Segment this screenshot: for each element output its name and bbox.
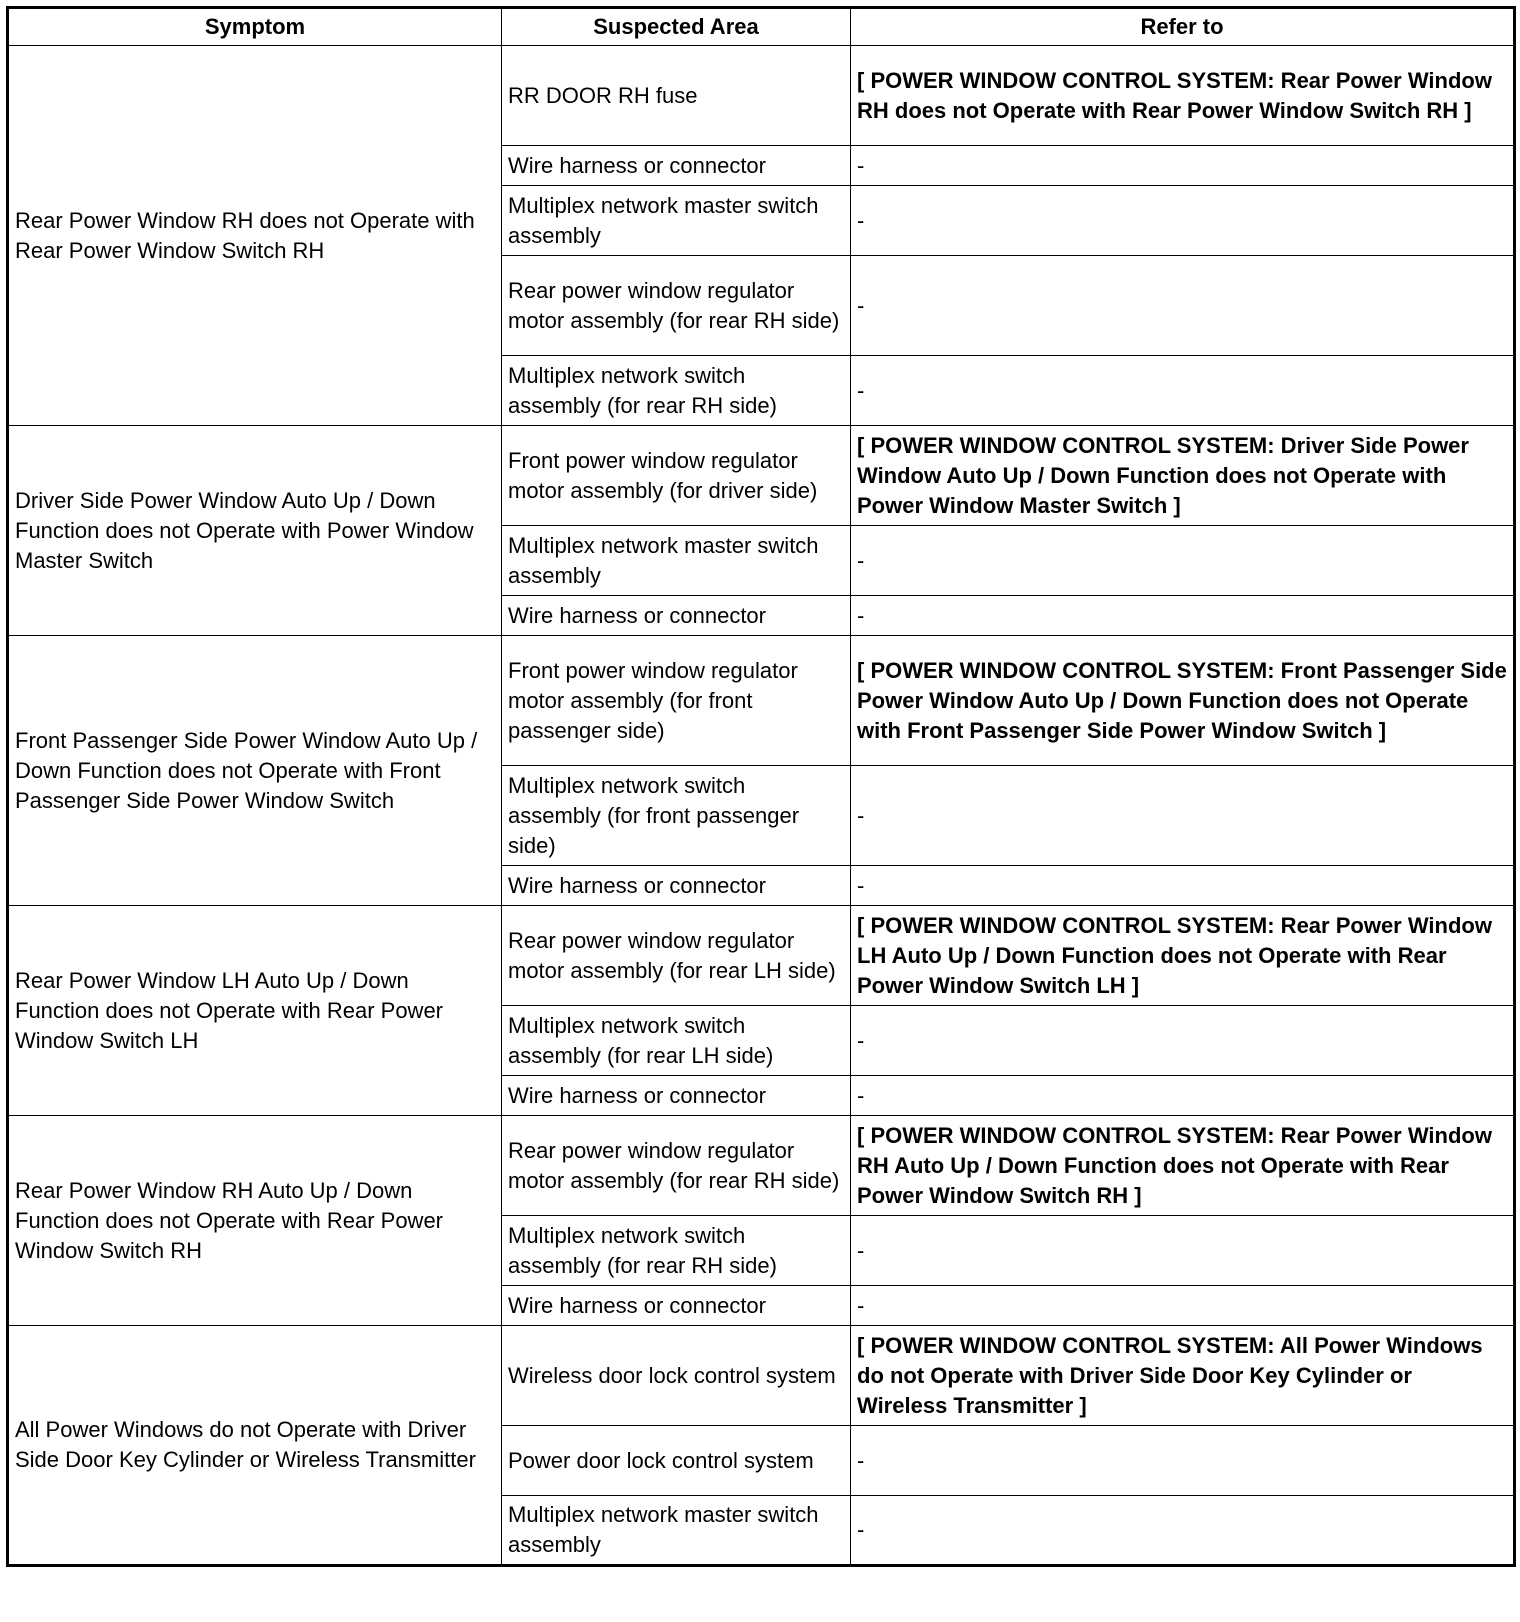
suspected-area-cell: Multiplex network master switch assembly <box>502 526 851 596</box>
suspected-area-cell: Front power window regulator motor assembly (for front passenger side) <box>502 636 851 766</box>
symptom-cell: Rear Power Window LH Auto Up / Down Function does not Operate with Rear Power Window Switch LH <box>8 906 502 1116</box>
suspected-area-cell: Multiplex network switch assembly (for rear LH side) <box>502 1006 851 1076</box>
suspected-area-cell: Wire harness or connector <box>502 596 851 636</box>
refer-cell: - <box>851 146 1515 186</box>
suspected-area-cell: Multiplex network master switch assembly <box>502 1496 851 1566</box>
symptom-cell: Driver Side Power Window Auto Up / Down Function does not Operate with Power Window Master Switch <box>8 426 502 636</box>
header-suspected-area: Suspected Area <box>502 8 851 46</box>
refer-link[interactable]: [ POWER WINDOW CONTROL SYSTEM: Rear Power Window RH does not Operate with Rear Power Window Switch RH ] <box>851 46 1515 146</box>
symptom-cell: Rear Power Window RH Auto Up / Down Function does not Operate with Rear Power Window Switch RH <box>8 1116 502 1326</box>
suspected-area-cell: Wireless door lock control system <box>502 1326 851 1426</box>
refer-cell: - <box>851 1286 1515 1326</box>
suspected-area-cell: RR DOOR RH fuse <box>502 46 851 146</box>
suspected-area-cell: Multiplex network master switch assembly <box>502 186 851 256</box>
suspected-area-cell: Wire harness or connector <box>502 1076 851 1116</box>
table-row <box>8 46 1515 146</box>
suspected-area-cell: Power door lock control system <box>502 1426 851 1496</box>
troubleshooting-table <box>6 6 1516 1567</box>
suspected-area-cell: Rear power window regulator motor assembly (for rear LH side) <box>502 906 851 1006</box>
suspected-area-cell: Rear power window regulator motor assembly (for rear RH side) <box>502 256 851 356</box>
header-symptom: Symptom <box>8 8 502 46</box>
table-row <box>8 426 1515 526</box>
suspected-area-cell: Wire harness or connector <box>502 866 851 906</box>
refer-cell: - <box>851 1006 1515 1076</box>
refer-cell: - <box>851 1426 1515 1496</box>
refer-cell: - <box>851 596 1515 636</box>
table-row <box>8 1116 1515 1216</box>
table-row <box>8 1326 1515 1426</box>
refer-cell: - <box>851 866 1515 906</box>
refer-cell: - <box>851 1216 1515 1286</box>
refer-cell: - <box>851 186 1515 256</box>
suspected-area-cell: Wire harness or connector <box>502 1286 851 1326</box>
refer-link[interactable]: [ POWER WINDOW CONTROL SYSTEM: All Power Windows do not Operate with Driver Side Door Key Cylinder or Wireless Transmitter ] <box>851 1326 1515 1426</box>
suspected-area-cell: Rear power window regulator motor assembly (for rear RH side) <box>502 1116 851 1216</box>
table-row <box>8 906 1515 1006</box>
symptom-cell: All Power Windows do not Operate with Driver Side Door Key Cylinder or Wireless Transmitter <box>8 1326 502 1566</box>
refer-cell: - <box>851 356 1515 426</box>
header-row <box>8 8 1515 46</box>
refer-cell: - <box>851 1076 1515 1116</box>
refer-link[interactable]: [ POWER WINDOW CONTROL SYSTEM: Driver Side Power Window Auto Up / Down Function does not Operate with Power Window Master Switch ] <box>851 426 1515 526</box>
symptom-cell: Front Passenger Side Power Window Auto Up / Down Function does not Operate with Front Passenger Side Power Window Switch <box>8 636 502 906</box>
suspected-area-cell: Front power window regulator motor assembly (for driver side) <box>502 426 851 526</box>
suspected-area-cell: Wire harness or connector <box>502 146 851 186</box>
suspected-area-cell: Multiplex network switch assembly (for front passenger side) <box>502 766 851 866</box>
refer-cell: - <box>851 766 1515 866</box>
refer-cell: - <box>851 1496 1515 1566</box>
refer-link[interactable]: [ POWER WINDOW CONTROL SYSTEM: Rear Power Window RH Auto Up / Down Function does not Operate with Rear Power Window Switch RH ] <box>851 1116 1515 1216</box>
refer-link[interactable]: [ POWER WINDOW CONTROL SYSTEM: Rear Power Window LH Auto Up / Down Function does not Operate with Rear Power Window Switch LH ] <box>851 906 1515 1006</box>
refer-cell: - <box>851 256 1515 356</box>
symptom-cell: Rear Power Window RH does not Operate with Rear Power Window Switch RH <box>8 46 502 426</box>
suspected-area-cell: Multiplex network switch assembly (for rear RH side) <box>502 1216 851 1286</box>
table-row <box>8 636 1515 766</box>
suspected-area-cell: Multiplex network switch assembly (for rear RH side) <box>502 356 851 426</box>
refer-link[interactable]: [ POWER WINDOW CONTROL SYSTEM: Front Passenger Side Power Window Auto Up / Down Function does not Operate with Front Passenger Side Power Window Switch ] <box>851 636 1515 766</box>
header-refer-to: Refer to <box>851 8 1515 46</box>
refer-cell: - <box>851 526 1515 596</box>
